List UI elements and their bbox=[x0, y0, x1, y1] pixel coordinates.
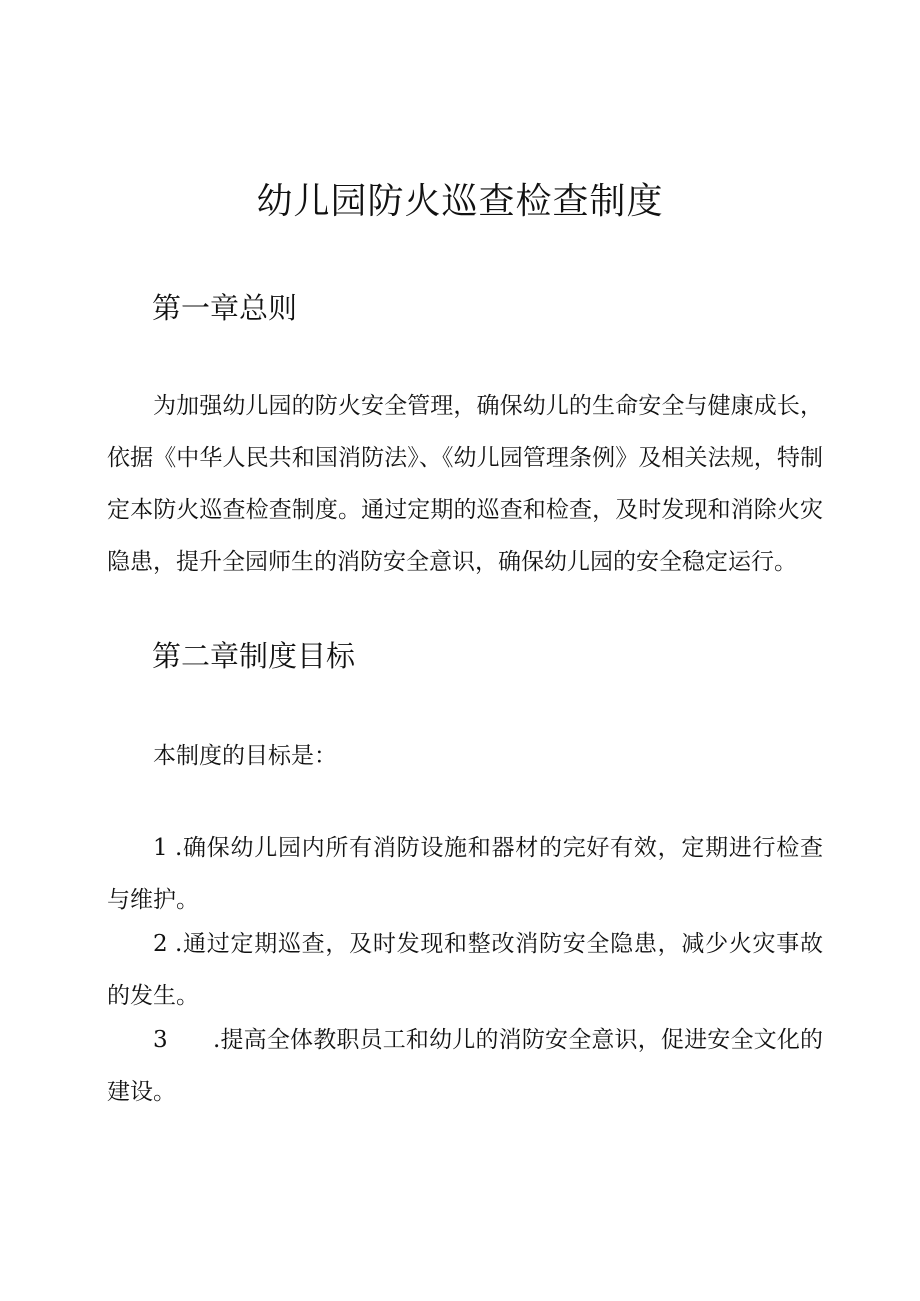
document-title: 幼儿园防火巡查检查制度 bbox=[256, 181, 664, 222]
list-item bbox=[107, 822, 823, 926]
chapter-1-heading: 第一章总则 bbox=[152, 291, 298, 325]
list-item-text: .确保幼儿园内所有消防设施和器材的完好有效，定期进行检查与维护。 bbox=[107, 835, 823, 913]
list-item-number: 1 bbox=[153, 835, 168, 861]
chapter-2-heading: 第二章制度目标 bbox=[152, 639, 356, 673]
chapter-1-paragraph: 为加强幼儿园的防火安全管理，确保幼儿的生命安全与健康成长，依据《中华人民共和国消防法》、《幼儿园管理条例》及相关法规，特制定本防火巡查检查制度。通过定期的巡查和检查，及时发现和消除火灾隐患，提升全园师生的消防安全意识，确保幼儿园的安全稳定运行。 bbox=[107, 393, 823, 575]
list-item-number: 2 bbox=[153, 931, 168, 957]
list-item bbox=[107, 1014, 823, 1118]
chapter-2-lead: 本制度的目标是： bbox=[153, 743, 337, 769]
list-item-number: 3 bbox=[153, 1027, 168, 1053]
list-item bbox=[107, 918, 823, 1022]
list-item-text: .通过定期巡查，及时发现和整改消防安全隐患，减少火灾事故的发生。 bbox=[107, 931, 823, 1009]
list-item-text: .提高全体教职员工和幼儿的消防安全意识，促进安全文化的建设。 bbox=[107, 1027, 823, 1105]
